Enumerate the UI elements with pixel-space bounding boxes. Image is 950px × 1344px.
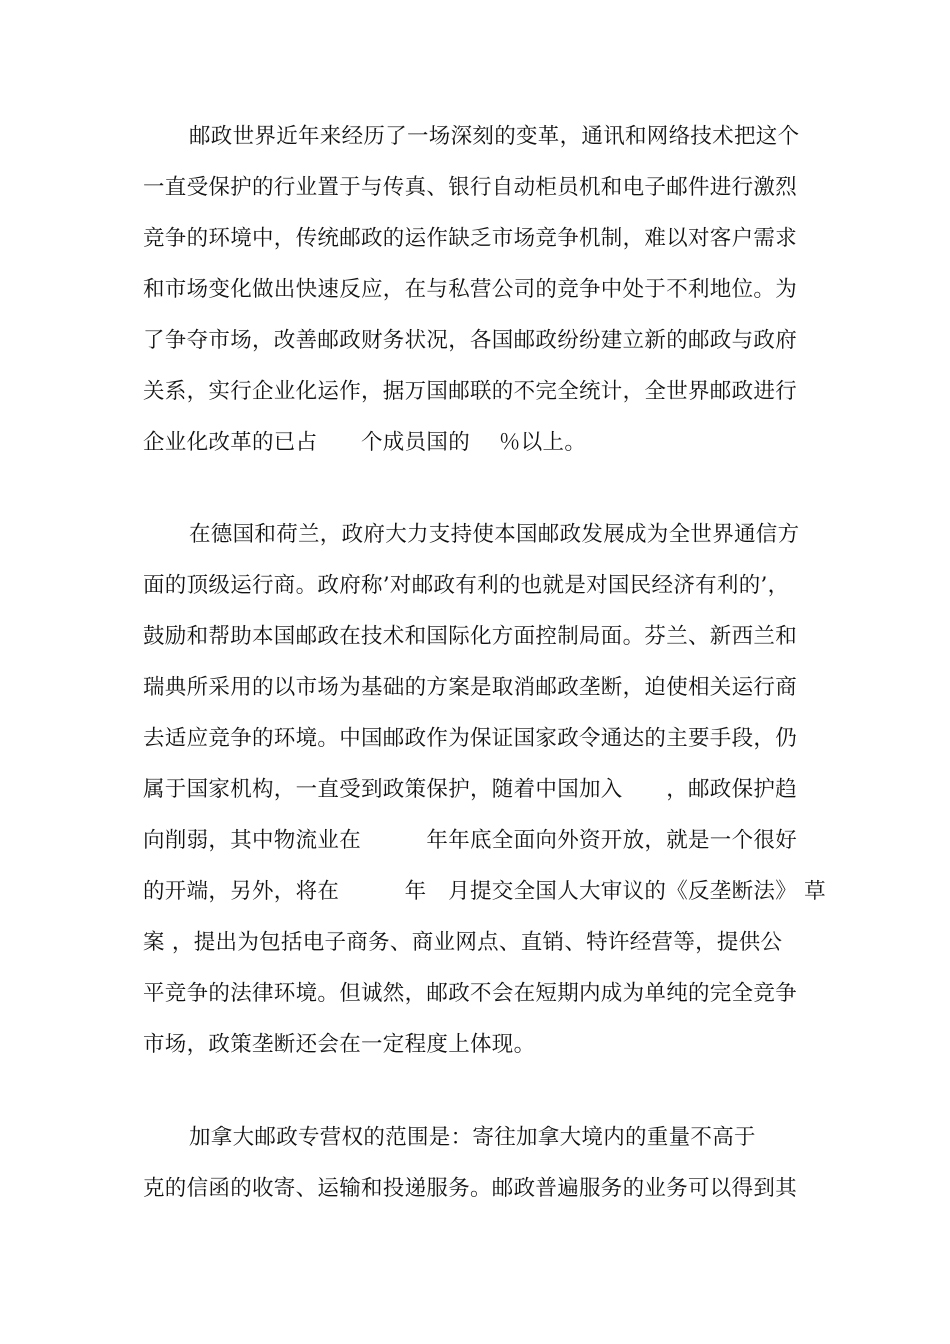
text-line: 市场，政策垄断还会在一定程度上体现。 <box>143 1032 536 1057</box>
text-line: 平竞争的法律环境。但诚然，邮政不会在短期内成为单纯的完全竞争 <box>143 981 798 1006</box>
text-line: 在德国和荷兰，政府大力支持使本国邮政发展成为全世界通信方 <box>189 522 800 547</box>
text-line: 面的顶级运行商。政府称’对邮政有利的也就是对国民经济有利的’， <box>143 573 790 598</box>
text-line: 邮政世界近年来经历了一场深刻的变革，通讯和网络技术把这个 <box>189 124 800 149</box>
text-line: 关系，实行企业化运作，据万国邮联的不完全统计，全世界邮政进行 <box>143 379 798 404</box>
text-line: 去适应竞争的环境。中国邮政作为保证国家政令通达的主要手段，仍 <box>143 726 798 751</box>
text-line: 属于国家机构，一直受到政策保护，随着中国加入 ，邮政保护趋 <box>143 777 798 802</box>
paragraph-postal-reform <box>143 111 813 468</box>
text-line: 瑞典所采用的以市场为基础的方案是取消邮政垄断，迫使相关运行商 <box>143 675 798 700</box>
text-line: 案 ，提出为包括电子商务、商业网点、直销、特许经营等，提供公 <box>143 930 783 955</box>
text-line: 企业化改革的已占 个成员国的 ％以上。 <box>143 430 587 455</box>
text-line: 向削弱，其中物流业在 年年底全面向外资开放，就是一个很好 <box>143 828 798 853</box>
paragraph-germany-netherlands <box>143 509 826 1070</box>
text-line: 竞争的环境中，传统邮政的运作缺乏市场竞争机制，难以对客户需求 <box>143 226 798 251</box>
text-line: 加拿大邮政专营权的范围是：寄往加拿大境内的重量不高于 <box>189 1125 756 1150</box>
paragraph-canada-post <box>143 1112 813 1214</box>
text-line: 鼓励和帮助本国邮政在技术和国际化方面控制局面。芬兰、新西兰和 <box>143 624 798 649</box>
text-line: 了争夺市场，改善邮政财务状况，各国邮政纷纷建立新的邮政与政府 <box>143 328 798 353</box>
text-line: 的开端，另外，将在 年 月提交全国人大审议的《反垄断法》 草 <box>143 879 826 904</box>
text-line: 和市场变化做出快速反应，在与私营公司的竞争中处于不利地位。为 <box>143 277 798 302</box>
text-line: 一直受保护的行业置于与传真、银行自动柜员机和电子邮件进行激烈 <box>143 175 798 200</box>
text-line: 克的信函的收寄、运输和投递服务。邮政普遍服务的业务可以得到其 <box>143 1176 798 1201</box>
